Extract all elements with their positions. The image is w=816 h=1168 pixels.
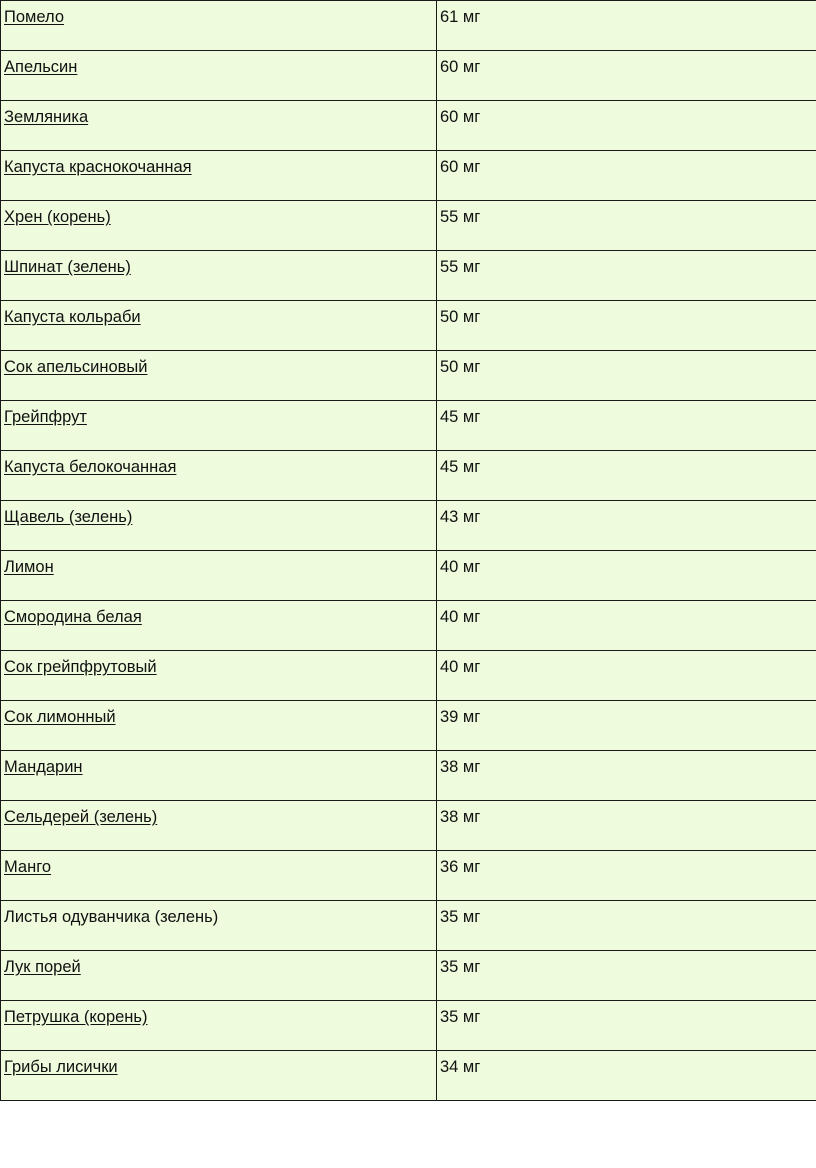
vitamin-c-amount-cell — [437, 651, 816, 701]
product-link[interactable]: Помело — [4, 8, 64, 26]
vitamin-c-amount-cell — [437, 601, 816, 651]
vitamin-c-amount: 35 мг — [440, 958, 481, 976]
vitamin-c-amount: 35 мг — [440, 1008, 481, 1026]
vitamin-c-amount: 34 мг — [440, 1058, 481, 1076]
vitamin-c-amount: 38 мг — [440, 808, 481, 826]
product-name-cell — [1, 151, 437, 201]
table-row — [1, 501, 816, 551]
table-row — [1, 651, 816, 701]
vitamin-c-amount: 40 мг — [440, 608, 481, 626]
vitamin-c-amount-cell — [437, 851, 816, 901]
table-row — [1, 51, 816, 101]
vitamin-c-amount-cell — [437, 301, 816, 351]
vitamin-c-amount: 45 мг — [440, 408, 481, 426]
table-row — [1, 101, 816, 151]
vitamin-c-amount-cell — [437, 801, 816, 851]
table-row — [1, 701, 816, 751]
product-name-cell — [1, 201, 437, 251]
product-name-cell — [1, 651, 437, 701]
vitamin-c-amount-cell — [437, 1, 816, 51]
product-link[interactable]: Сельдерей (зелень) — [4, 808, 158, 826]
vitamin-c-amount: 45 мг — [440, 458, 481, 476]
table-row — [1, 951, 816, 1001]
vitamin-c-amount-cell — [437, 451, 816, 501]
table-row — [1, 801, 816, 851]
vitamin-c-amount-cell — [437, 751, 816, 801]
product-link[interactable]: Капуста белокочанная — [4, 458, 177, 476]
vitamin-c-amount: 50 мг — [440, 308, 481, 326]
vitamin-c-amount-cell — [437, 101, 816, 151]
vitamin-c-amount: 60 мг — [440, 158, 481, 176]
product-link[interactable]: Смородина белая — [4, 608, 142, 626]
vitamin-c-amount: 55 мг — [440, 258, 481, 276]
product-link[interactable]: Апельсин — [4, 58, 78, 76]
product-link[interactable]: Земляника — [4, 108, 89, 126]
product-link[interactable]: Грибы лисички — [4, 1058, 118, 1076]
table-row — [1, 601, 816, 651]
product-name-cell — [1, 551, 437, 601]
product-link[interactable]: Шпинат (зелень) — [4, 258, 131, 276]
table-row — [1, 301, 816, 351]
product-name-cell — [1, 601, 437, 651]
product-link[interactable]: Хрен (корень) — [4, 208, 111, 226]
product-name-cell — [1, 1001, 437, 1051]
product-name-cell — [1, 701, 437, 751]
table-row — [1, 151, 816, 201]
table-row — [1, 401, 816, 451]
table-row — [1, 251, 816, 301]
product-link[interactable]: Мандарин — [4, 758, 83, 776]
product-name-cell — [1, 451, 437, 501]
product-link[interactable]: Капуста краснокочанная — [4, 158, 192, 176]
product-link[interactable]: Манго — [4, 858, 52, 876]
product-link[interactable]: Грейпфрут — [4, 408, 87, 426]
vitamin-c-amount: 50 мг — [440, 358, 481, 376]
vitamin-c-amount: 61 мг — [440, 8, 481, 26]
product-link[interactable]: Капуста кольраби — [4, 308, 141, 326]
table-row — [1, 851, 816, 901]
product-name-cell — [1, 301, 437, 351]
product-name-cell — [1, 1, 437, 51]
vitamin-c-amount-cell — [437, 701, 816, 751]
table-row — [1, 901, 816, 951]
vitamin-c-amount-cell — [437, 51, 816, 101]
table-row — [1, 201, 816, 251]
product-name-cell — [1, 251, 437, 301]
vitamin-c-amount: 55 мг — [440, 208, 481, 226]
vitamin-c-amount-cell — [437, 1051, 816, 1101]
product-name-cell — [1, 501, 437, 551]
vitamin-c-amount-cell — [437, 951, 816, 1001]
vitamin-c-amount-cell — [437, 351, 816, 401]
table-row — [1, 1051, 816, 1101]
product-name-cell — [1, 51, 437, 101]
product-name-cell — [1, 101, 437, 151]
product-name-cell — [1, 951, 437, 1001]
vitamin-c-amount-cell — [437, 901, 816, 951]
vitamin-c-amount: 60 мг — [440, 58, 481, 76]
product-link[interactable]: Сок грейпфрутовый — [4, 658, 157, 676]
product-name-cell — [1, 901, 437, 951]
table-row — [1, 451, 816, 501]
product-link[interactable]: Щавель (зелень) — [4, 508, 133, 526]
vitamin-c-amount-cell — [437, 151, 816, 201]
vitamin-c-amount-cell — [437, 251, 816, 301]
vitamin-c-amount: 40 мг — [440, 558, 481, 576]
product-link[interactable]: Сок апельсиновый — [4, 358, 148, 376]
table-row — [1, 1001, 816, 1051]
vitamin-c-amount-cell — [437, 551, 816, 601]
vitamin-c-amount-cell — [437, 1001, 816, 1051]
vitamin-c-amount: 39 мг — [440, 708, 481, 726]
vitamin-c-amount: 35 мг — [440, 908, 481, 926]
vitamin-c-amount-cell — [437, 501, 816, 551]
vitamin-c-amount: 60 мг — [440, 108, 481, 126]
product-name-cell — [1, 401, 437, 451]
table-row — [1, 751, 816, 801]
product-name-cell — [1, 851, 437, 901]
vitamin-c-amount-cell — [437, 401, 816, 451]
table-row — [1, 351, 816, 401]
table-body — [1, 1, 816, 1101]
vitamin-c-amount-cell — [437, 201, 816, 251]
product-name-cell — [1, 801, 437, 851]
product-name-cell — [1, 351, 437, 401]
product-name-cell — [1, 751, 437, 801]
product-link[interactable]: Лимон — [4, 558, 54, 576]
product-name: Листья одуванчика (зелень) — [4, 908, 219, 926]
table-row — [1, 551, 816, 601]
vitamin-c-amount: 40 мг — [440, 658, 481, 676]
table-row — [1, 1, 816, 51]
product-link[interactable]: Петрушка (корень) — [4, 1008, 148, 1026]
product-link[interactable]: Сок лимонный — [4, 708, 116, 726]
product-link[interactable]: Лук порей — [4, 958, 81, 976]
vitamin-c-amount: 38 мг — [440, 758, 481, 776]
vitamin-c-amount: 43 мг — [440, 508, 481, 526]
vitamin-c-amount: 36 мг — [440, 858, 481, 876]
product-name-cell — [1, 1051, 437, 1101]
